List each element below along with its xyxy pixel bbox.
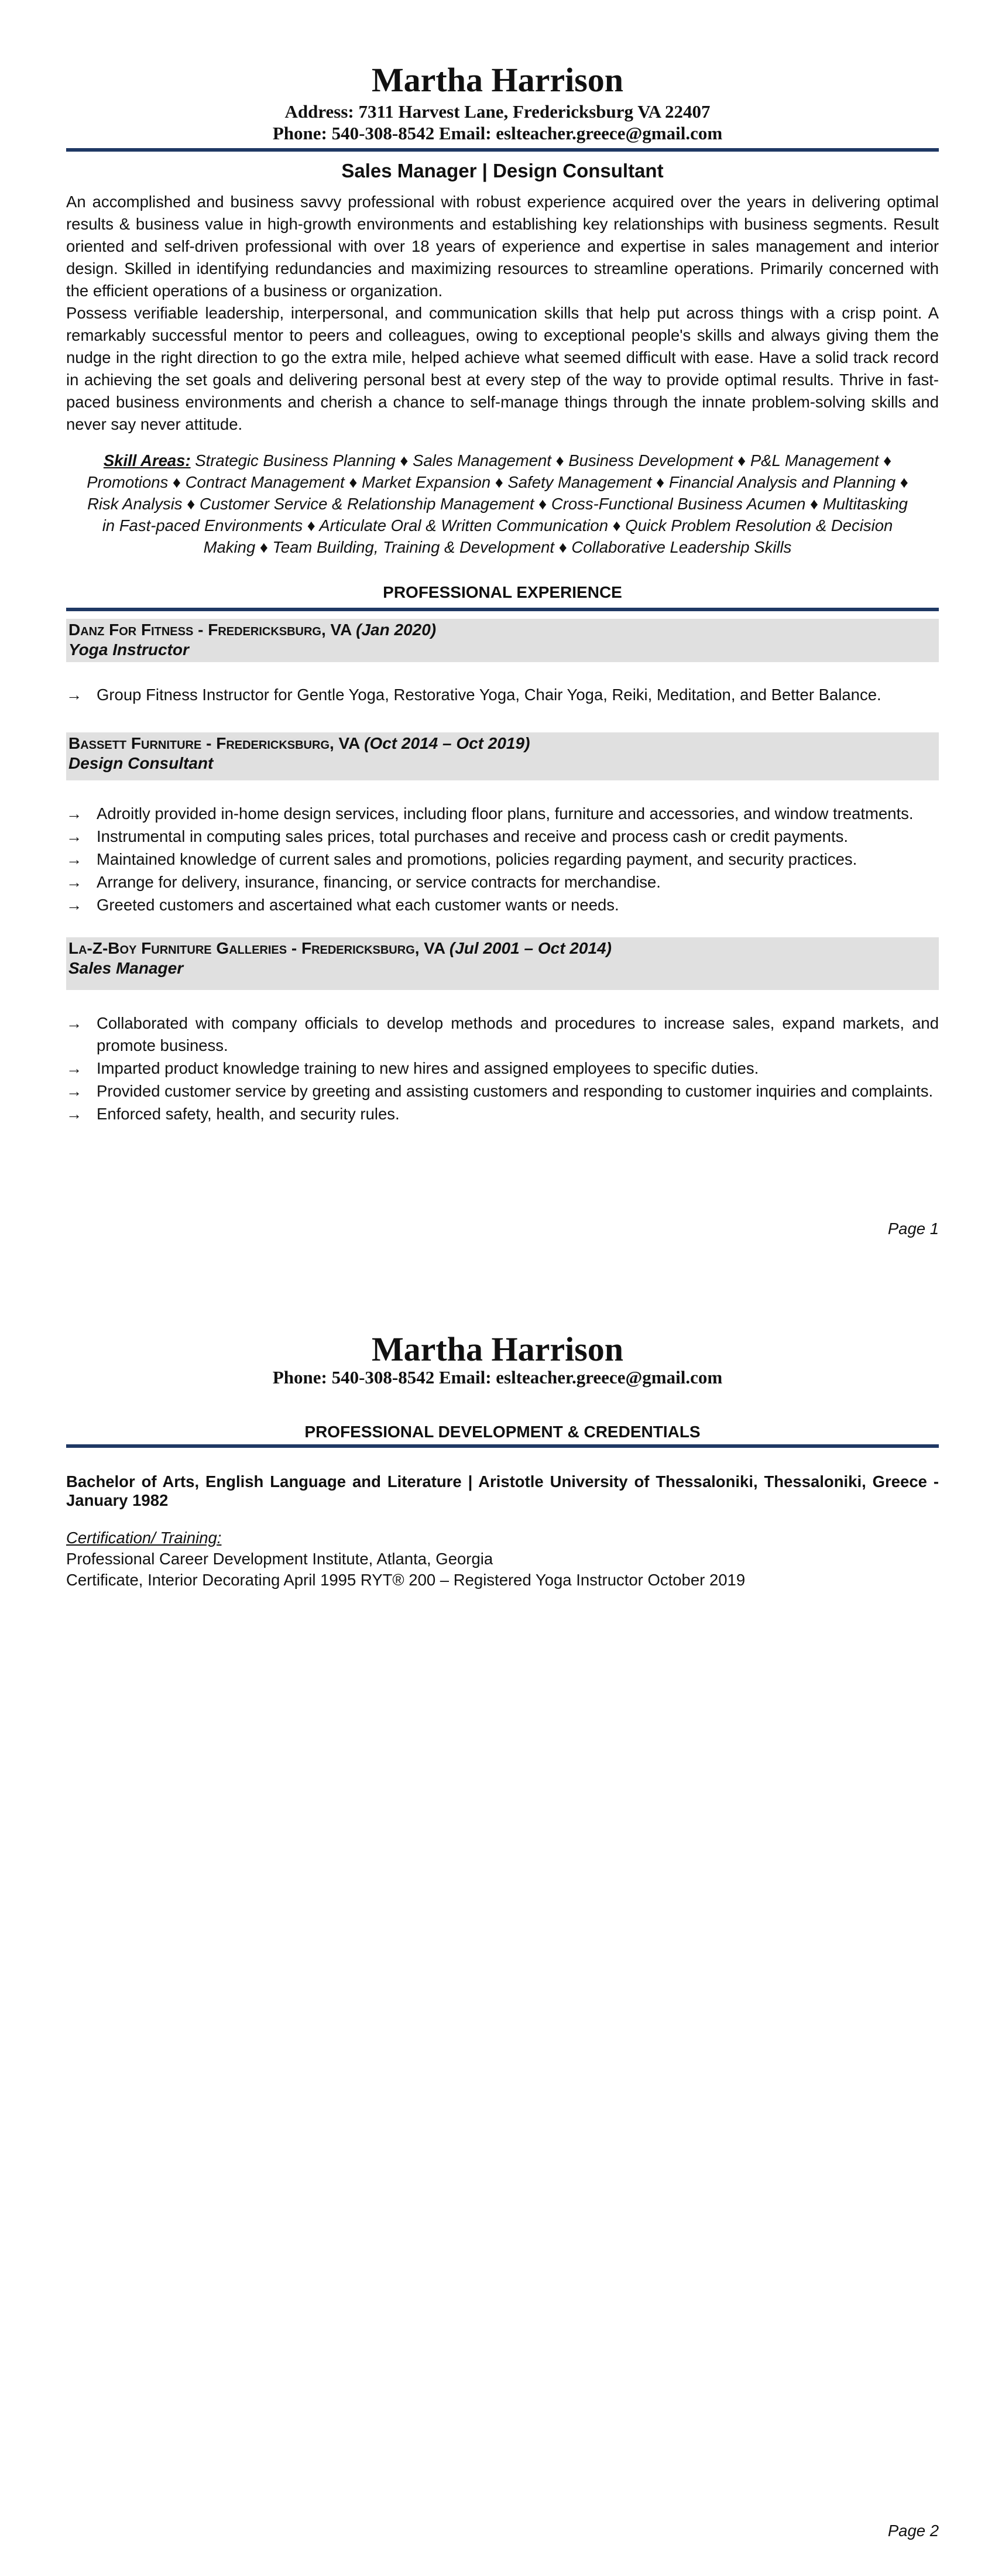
skills-list: Strategic Business Planning ♦ Sales Management ♦ Business Development ♦ P&L Management ♦ Promotions ♦ Contract Management ♦ Market Expansion ♦ Safety Management ♦ Financial Analysis and Planning ♦ Risk Analysis ♦ Customer Service & Relationship Management ♦ Cross-Functional Business Acumen ♦ Multitasking in Fast-paced Environments ♦ Articulate Oral & Written Communication ♦ Quick Problem Resolution & Decision Making ♦ Team Building, Training & Development ♦ Collaborative Leadership Skills [87,451,908,556]
list-item: → Maintained knowledge of current sales and promotions, policies regarding payment, and security practices. [66,848,939,871]
list-item: → Greeted customers and ascertained what each customer wants or needs. [66,894,939,916]
job-title: Yoga Instructor [68,640,189,659]
skills-label: Skill Areas: [103,451,191,470]
list-item: → Provided customer service by greeting and assisting customers and responding to customer inquiries and complaints. [66,1080,939,1102]
candidate-name: Martha Harrison [371,61,624,99]
list-item: → Arrange for delivery, insurance, financing, or service contracts for merchandise. [66,871,939,893]
contact-info: Phone: 540-308-8542 Email: eslteacher.greece@gmail.com [272,1367,723,1388]
headline: Sales Manager | Design Consultant [341,160,664,181]
page-number: Page 1 [887,1220,939,1238]
skill-areas [79,450,916,558]
arrow-icon: → [66,1082,83,1100]
summary [66,191,939,436]
list-item: → Instrumental in computing sales prices, total purchases and receive and process cash or credit payments. [66,825,939,848]
summary-paragraph: Possess verifiable leadership, interpersonal, and communication skills that help put across things with a crisp point. A remarkably successful mentor to peers and colleagues, owing to exceptional people's skills and always giving them the nudge in the right direction to go the extra mile, helped achieve what seemed difficult with ease. Have a solid track record in achieving the set goals and delivering personal best at every step of the way to provide optimal results. Thrive in fast-paced business environments and cherish a chance to self-manage things through the innate problem-solving skills and never say never attitude. [66,304,939,433]
company-name: Danz For Fitness - Fredericksburg, VA [68,621,352,639]
page-number: Page 2 [887,2522,939,2540]
company-name: Bassett Furniture - Fredericksburg, VA [68,734,360,752]
certifications [66,1527,939,1591]
cert-item: Professional Career Development Institute, Atlanta, Georgia [66,1550,493,1568]
cert-label: Certification/ Training: [66,1529,222,1547]
job-title: Sales Manager [68,959,184,977]
job-bullets [66,684,939,707]
candidate-name: Martha Harrison [371,1330,624,1368]
list-item: → Collaborated with company officials to develop methods and procedures to increase sales, expand markets, and promote business. [66,1012,939,1057]
company-name: La-Z-Boy Furniture Galleries - Fredericksburg, VA [68,939,445,957]
list-item: → Group Fitness Instructor for Gentle Yoga, Restorative Yoga, Chair Yoga, Reiki, Meditation, and Better Balance. [66,684,939,706]
job-dates: (Jan 2020) [356,621,437,639]
section-heading-credentials: PROFESSIONAL DEVELOPMENT & CREDENTIALS [304,1423,701,1441]
arrow-icon: → [66,1105,83,1123]
arrow-icon: → [66,686,83,704]
arrow-icon: → [66,1014,83,1032]
job-title: Design Consultant [68,754,214,772]
job-header [66,619,939,662]
job-bullets [66,1012,939,1126]
cert-item: Certificate, Interior Decorating April 1995 RYT® 200 – Registered Yoga Instructor October 2019 [66,1571,746,1589]
arrow-icon: → [66,827,83,845]
list-item: → Adroitly provided in-home design services, including floor plans, furniture and accessories, and window treatments. [66,803,939,825]
arrow-icon: → [66,896,83,914]
summary-paragraph: An accomplished and business savvy professional with robust experience acquired over the years in delivering optimal results & business value in high-growth environments and establishing key relationships with business segments. Result oriented and self-driven professional with over 18 years of experience and expertise in sales management and interior design. Skilled in identifying redundancies and maximizing resources to streamline operations. Primarily concerned with the efficient operations of a business or organization. [66,193,939,300]
contact-info: Phone: 540-308-8542 Email: eslteacher.greece@gmail.com [272,123,723,143]
section-heading-experience: PROFESSIONAL EXPERIENCE [383,583,622,601]
job-dates: (Jul 2001 – Oct 2014) [449,939,612,957]
list-item: → Enforced safety, health, and security rules. [66,1103,939,1125]
list-item: → Imparted product knowledge training to new hires and assigned employees to specific duties. [66,1057,939,1080]
arrow-icon: → [66,1059,83,1077]
job-bullets [66,803,939,917]
section-divider [66,608,939,611]
degree: Bachelor of Arts, English Language and Literature | Aristotle University of Thessaloniki, Thessaloniki, Greece - January 1982 [66,1472,939,1509]
section-divider [66,1444,939,1448]
arrow-icon: → [66,804,83,823]
job-dates: (Oct 2014 – Oct 2019) [364,734,530,752]
arrow-icon: → [66,850,83,868]
job-header [66,732,939,780]
address: Address: 7311 Harvest Lane, Fredericksburg VA 22407 [284,101,711,122]
job-header [66,937,939,990]
header-divider [66,148,939,152]
arrow-icon: → [66,873,83,891]
